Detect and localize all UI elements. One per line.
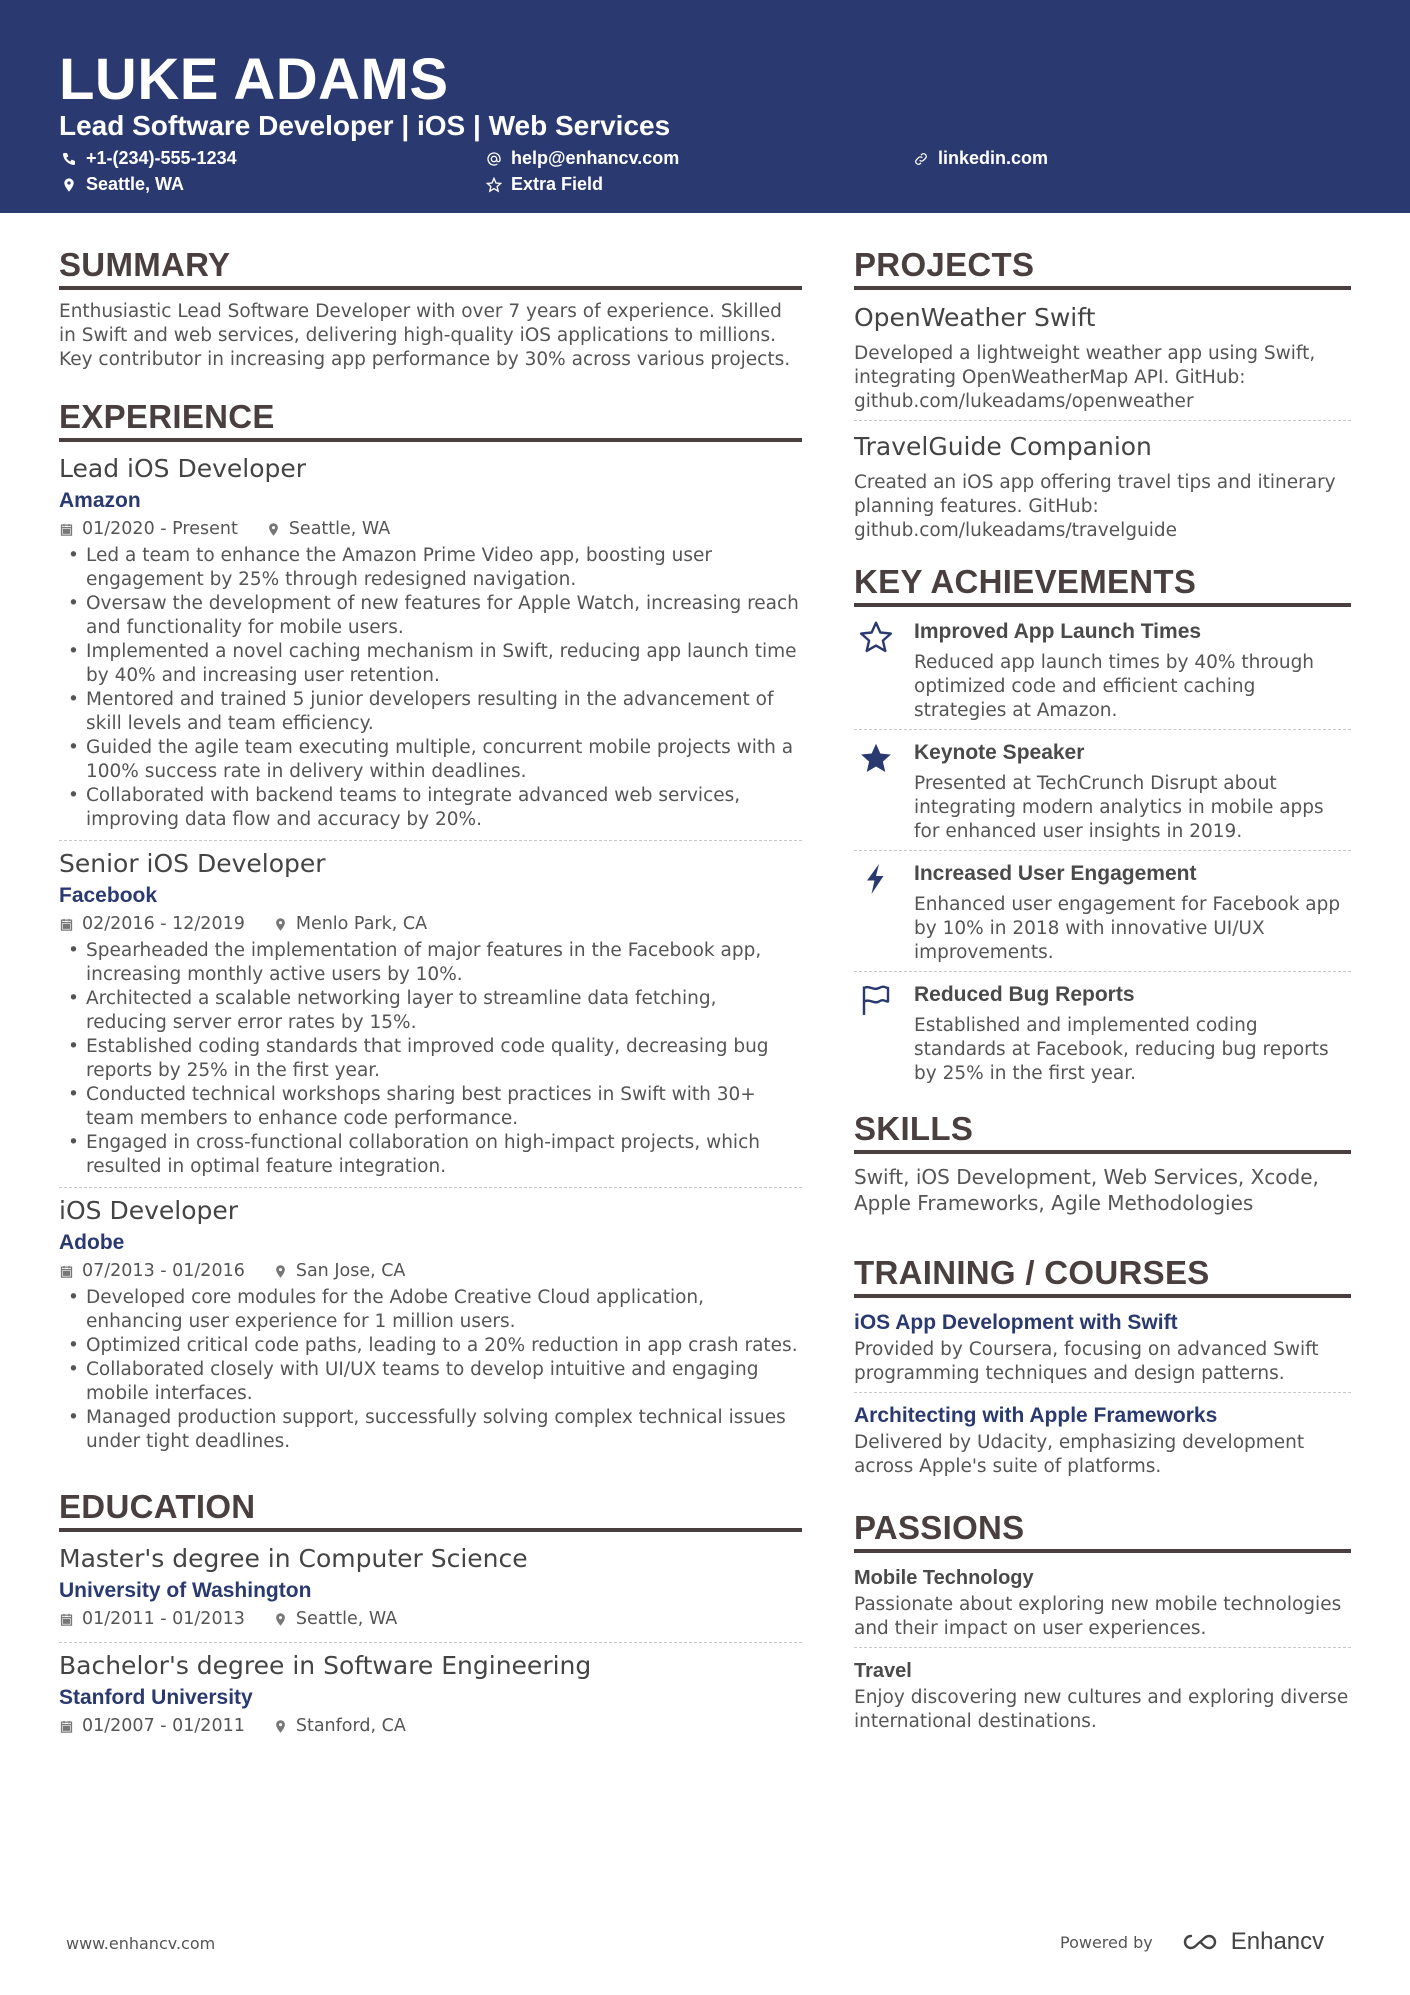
calendar-icon xyxy=(59,1612,74,1627)
education-meta xyxy=(59,1713,802,1739)
summary-section xyxy=(59,246,802,372)
section-title: PROJECTS xyxy=(854,246,1351,290)
project-description: Developed a lightweight weather app using Swift, integrating OpenWeatherMap API. GitHub: github.com/lukeadams/openweather xyxy=(854,343,1316,412)
job-location: San Jose, CA xyxy=(295,1261,406,1281)
achievement-entry xyxy=(854,980,1351,1092)
course-entry xyxy=(854,1401,1351,1485)
passions-section xyxy=(854,1509,1351,1740)
enhancv-logo-icon xyxy=(1177,1930,1223,1954)
passion-entry xyxy=(854,1656,1351,1740)
job-dates: 02/2016 - 12/2019 xyxy=(82,914,245,934)
achievements-section xyxy=(854,563,1351,1092)
lightning-icon xyxy=(858,861,894,897)
bullet-item: • Optimized critical code paths, leading to a 20% reduction in app crash rates. xyxy=(59,1334,802,1358)
extra-field-text: Extra Field xyxy=(511,174,604,194)
bullet-item: • Engaged in cross-functional collaboration on high-impact projects, which resulted in optimal feature integration. xyxy=(59,1131,802,1179)
location-pin-icon xyxy=(61,177,77,193)
experience-entry xyxy=(59,1194,802,1462)
contact-phone xyxy=(61,148,237,169)
section-title: KEY ACHIEVEMENTS xyxy=(854,563,1351,607)
bullet-item: • Oversaw the development of new features for Apple Watch, increasing reach and functionality for mobile users. xyxy=(59,592,802,640)
link-icon xyxy=(913,151,929,167)
education-entry xyxy=(59,1649,802,1749)
bullet-item: • Spearheaded the implementation of major features in the Facebook app, increasing monthly active users by 10%. xyxy=(59,939,802,987)
calendar-icon xyxy=(59,917,74,932)
education-entry xyxy=(59,1542,802,1643)
location-pin-icon xyxy=(266,522,281,537)
location-pin-icon xyxy=(273,917,288,932)
achievement-entry xyxy=(854,738,1351,851)
projects-section xyxy=(854,246,1351,549)
job-meta xyxy=(59,516,802,542)
job-bullets xyxy=(59,939,802,1179)
bullet-item: • Established coding standards that improved code quality, decreasing bug reports by 25% in the first year. xyxy=(59,1035,802,1083)
company-name: Adobe xyxy=(59,1231,125,1254)
passion-entry xyxy=(854,1563,1351,1648)
job-meta xyxy=(59,911,802,937)
job-location: Seattle, WA xyxy=(288,519,391,539)
brand-name: Enhancv xyxy=(1230,1928,1325,1955)
education-location: Seattle, WA xyxy=(295,1609,398,1629)
job-title: Senior iOS Developer xyxy=(59,849,326,878)
course-description: Delivered by Udacity, emphasizing development across Apple's suite of platforms. xyxy=(854,1432,1305,1477)
at-icon xyxy=(486,151,502,167)
phone-icon xyxy=(61,151,77,167)
achievement-description: Enhanced user engagement for Facebook app by 10% in 2018 with innovative UI/UX improvements. xyxy=(914,894,1341,963)
passion-description: Enjoy discovering new cultures and exploring diverse international destinations. xyxy=(854,1687,1349,1732)
contact-email[interactable] xyxy=(486,148,679,169)
education-dates: 01/2007 - 01/2011 xyxy=(82,1716,245,1736)
candidate-headline: Lead Software Developer | iOS | Web Services xyxy=(59,110,671,141)
project-entry xyxy=(854,429,1351,549)
achievement-title: Reduced Bug Reports xyxy=(914,983,1135,1006)
candidate-name: LUKE ADAMS xyxy=(59,47,449,112)
phone-text: +1-(234)-555-1234 xyxy=(86,148,237,168)
course-entry xyxy=(854,1308,1351,1393)
education-location: Stanford, CA xyxy=(295,1716,406,1736)
achievement-entry xyxy=(854,859,1351,972)
school-name: University of Washington xyxy=(59,1579,312,1602)
job-bullets xyxy=(59,1286,802,1454)
footer-website[interactable]: www.enhancv.com xyxy=(66,1934,216,1953)
bullet-item: • Guided the agile team executing multiple, concurrent mobile projects with a 100% success rate in delivery within deadlines. xyxy=(59,736,802,784)
bullet-item: • Collaborated closely with UI/UX teams to develop intuitive and engaging mobile interfaces. xyxy=(59,1358,802,1406)
school-name: Stanford University xyxy=(59,1686,253,1709)
location-pin-icon xyxy=(273,1612,288,1627)
experience-entry xyxy=(59,452,802,841)
bullet-item: • Implemented a novel caching mechanism in Swift, reducing app launch time by 40% and increasing user retention. xyxy=(59,640,802,688)
left-column xyxy=(59,246,802,1775)
star-outline-icon xyxy=(858,619,894,655)
bullet-item: • Collaborated with backend teams to integrate advanced web services, improving data flow and accuracy by 20%. xyxy=(59,784,802,832)
education-meta xyxy=(59,1606,802,1632)
enhancv-logo[interactable] xyxy=(1177,1928,1324,1956)
achievement-title: Increased User Engagement xyxy=(914,862,1197,885)
location-pin-icon xyxy=(273,1264,288,1279)
achievement-entry xyxy=(854,617,1351,730)
job-location: Menlo Park, CA xyxy=(295,914,428,934)
skills-text: Swift, iOS Development, Web Services, Xcode, Apple Frameworks, Agile Methodologies xyxy=(854,1165,1319,1215)
bullet-item: • Mentored and trained 5 junior developers resulting in the advancement of skill levels and team efficiency. xyxy=(59,688,802,736)
company-name: Amazon xyxy=(59,489,141,512)
achievement-title: Improved App Launch Times xyxy=(914,620,1202,643)
summary-text: Enthusiastic Lead Software Developer with over 7 years of experience. Skilled in Swift and web services, delivering high-quality iOS applications to millions. Key contributor in increasing app performance by 30% across various projects. xyxy=(59,301,791,370)
email-text: help@enhancv.com xyxy=(511,148,680,168)
job-meta xyxy=(59,1258,802,1284)
section-title: EXPERIENCE xyxy=(59,398,802,442)
footer-branding xyxy=(1060,1928,1324,1956)
section-title: PASSIONS xyxy=(854,1509,1351,1553)
project-description: Created an iOS app offering travel tips and itinerary planning features. GitHub: github.com/lukeadams/travelguide xyxy=(854,472,1336,541)
education-section xyxy=(59,1488,802,1749)
calendar-icon xyxy=(59,522,74,537)
achievement-title: Keynote Speaker xyxy=(914,741,1085,764)
experience-entry xyxy=(59,847,802,1188)
degree-title: Master's degree in Computer Science xyxy=(59,1544,528,1573)
right-column xyxy=(854,246,1351,1766)
flag-icon xyxy=(858,982,894,1018)
calendar-icon xyxy=(59,1719,74,1734)
passion-name: Mobile Technology xyxy=(854,1567,1034,1589)
star-outline-icon xyxy=(486,177,502,193)
contact-extra xyxy=(486,174,603,195)
section-title: EDUCATION xyxy=(59,1488,802,1532)
section-title: TRAINING / COURSES xyxy=(854,1254,1351,1298)
location-pin-icon xyxy=(273,1719,288,1734)
training-section xyxy=(854,1254,1351,1485)
passion-name: Travel xyxy=(854,1660,912,1682)
location-text: Seattle, WA xyxy=(86,174,185,194)
section-title: SKILLS xyxy=(854,1110,1351,1154)
bullet-item: • Conducted technical workshops sharing best practices in Swift with 30+ team members to enhance code performance. xyxy=(59,1083,802,1131)
course-description: Provided by Coursera, focusing on advanced Swift programming techniques and design patterns. xyxy=(854,1339,1319,1384)
degree-title: Bachelor's degree in Software Engineering xyxy=(59,1651,592,1680)
job-title: iOS Developer xyxy=(59,1196,239,1225)
star-filled-icon xyxy=(858,740,894,776)
bullet-item: • Led a team to enhance the Amazon Prime Video app, boosting user engagement by 25% through redesigned navigation. xyxy=(59,544,802,592)
passion-description: Passionate about exploring new mobile technologies and their impact on user experiences. xyxy=(854,1594,1342,1639)
contact-location xyxy=(61,174,184,195)
linkedin-text: linkedin.com xyxy=(938,148,1049,168)
course-name: Architecting with Apple Frameworks xyxy=(854,1404,1218,1427)
skills-section xyxy=(854,1110,1351,1216)
job-title: Lead iOS Developer xyxy=(59,454,307,483)
achievement-description: Presented at TechCrunch Disrupt about integrating modern analytics in mobile apps for enhanced user insights in 2019. xyxy=(914,773,1324,842)
education-dates: 01/2011 - 01/2013 xyxy=(82,1609,245,1629)
project-entry xyxy=(854,300,1351,421)
project-name: OpenWeather Swift xyxy=(854,303,1096,332)
project-name: TravelGuide Companion xyxy=(854,432,1152,461)
contact-linkedin[interactable] xyxy=(913,148,1048,169)
achievement-description: Reduced app launch times by 40% through optimized code and efficient caching strategies at Amazon. xyxy=(914,652,1315,721)
resume-header xyxy=(0,0,1410,213)
company-name: Facebook xyxy=(59,884,158,907)
section-title: SUMMARY xyxy=(59,246,802,290)
powered-by-label: Powered by xyxy=(1060,1932,1153,1952)
bullet-item: • Developed core modules for the Adobe Creative Cloud application, enhancing user experience for 1 million users. xyxy=(59,1286,802,1334)
bullet-item: • Managed production support, successfully solving complex technical issues under tight deadlines. xyxy=(59,1406,802,1454)
job-dates: 07/2013 - 01/2016 xyxy=(82,1261,245,1281)
achievement-description: Established and implemented coding standards at Facebook, reducing bug reports by 25% in the first year. xyxy=(914,1015,1329,1084)
job-bullets xyxy=(59,544,802,832)
job-dates: 01/2020 - Present xyxy=(82,519,238,539)
experience-section xyxy=(59,398,802,1462)
calendar-icon xyxy=(59,1264,74,1279)
bullet-item: • Architected a scalable networking layer to streamline data fetching, reducing server error rates by 15%. xyxy=(59,987,802,1035)
course-name: iOS App Development with Swift xyxy=(854,1311,1178,1334)
